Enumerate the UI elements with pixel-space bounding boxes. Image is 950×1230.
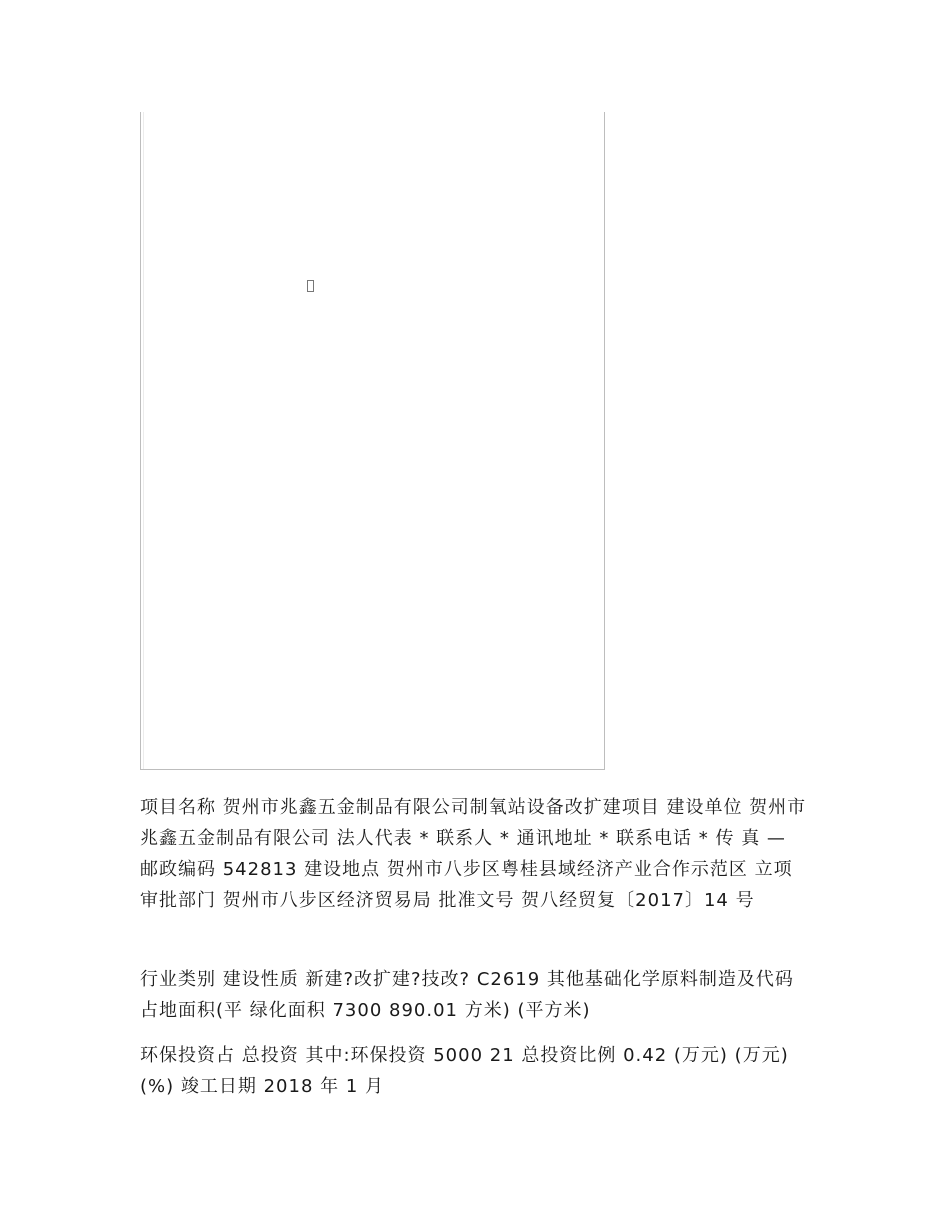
missing-image-icon xyxy=(307,280,314,292)
investment-info-paragraph: 环保投资占 总投资 其中:环保投资 5000 21 总投资比例 0.42 (万元) (万元) (%) 竣工日期 2018 年 1 月 xyxy=(140,1045,789,1097)
embedded-image-frame xyxy=(140,112,605,770)
project-info-paragraph: 项目名称 贺州市兆鑫五金制品有限公司制氧站设备改扩建项目 建设单位 贺州市兆鑫五金制品有限公司 法人代表 * 联系人 * 通讯地址 * 联系电话 * 传 真 — 邮政编码 542813 建设地点 贺州市八步区粤桂县域经济产业合作示范区 立项审批部门 贺州市八步区经济贸易局 批准文号 贺八经贸复〔2017〕14 号 xyxy=(140,797,807,911)
industry-info-paragraph: 行业类别 建设性质 新建?改扩建?技改? C2619 其他基础化学原料制造及代码 占地面积(平 绿化面积 7300 890.01 方米) (平方米) xyxy=(140,969,794,1021)
